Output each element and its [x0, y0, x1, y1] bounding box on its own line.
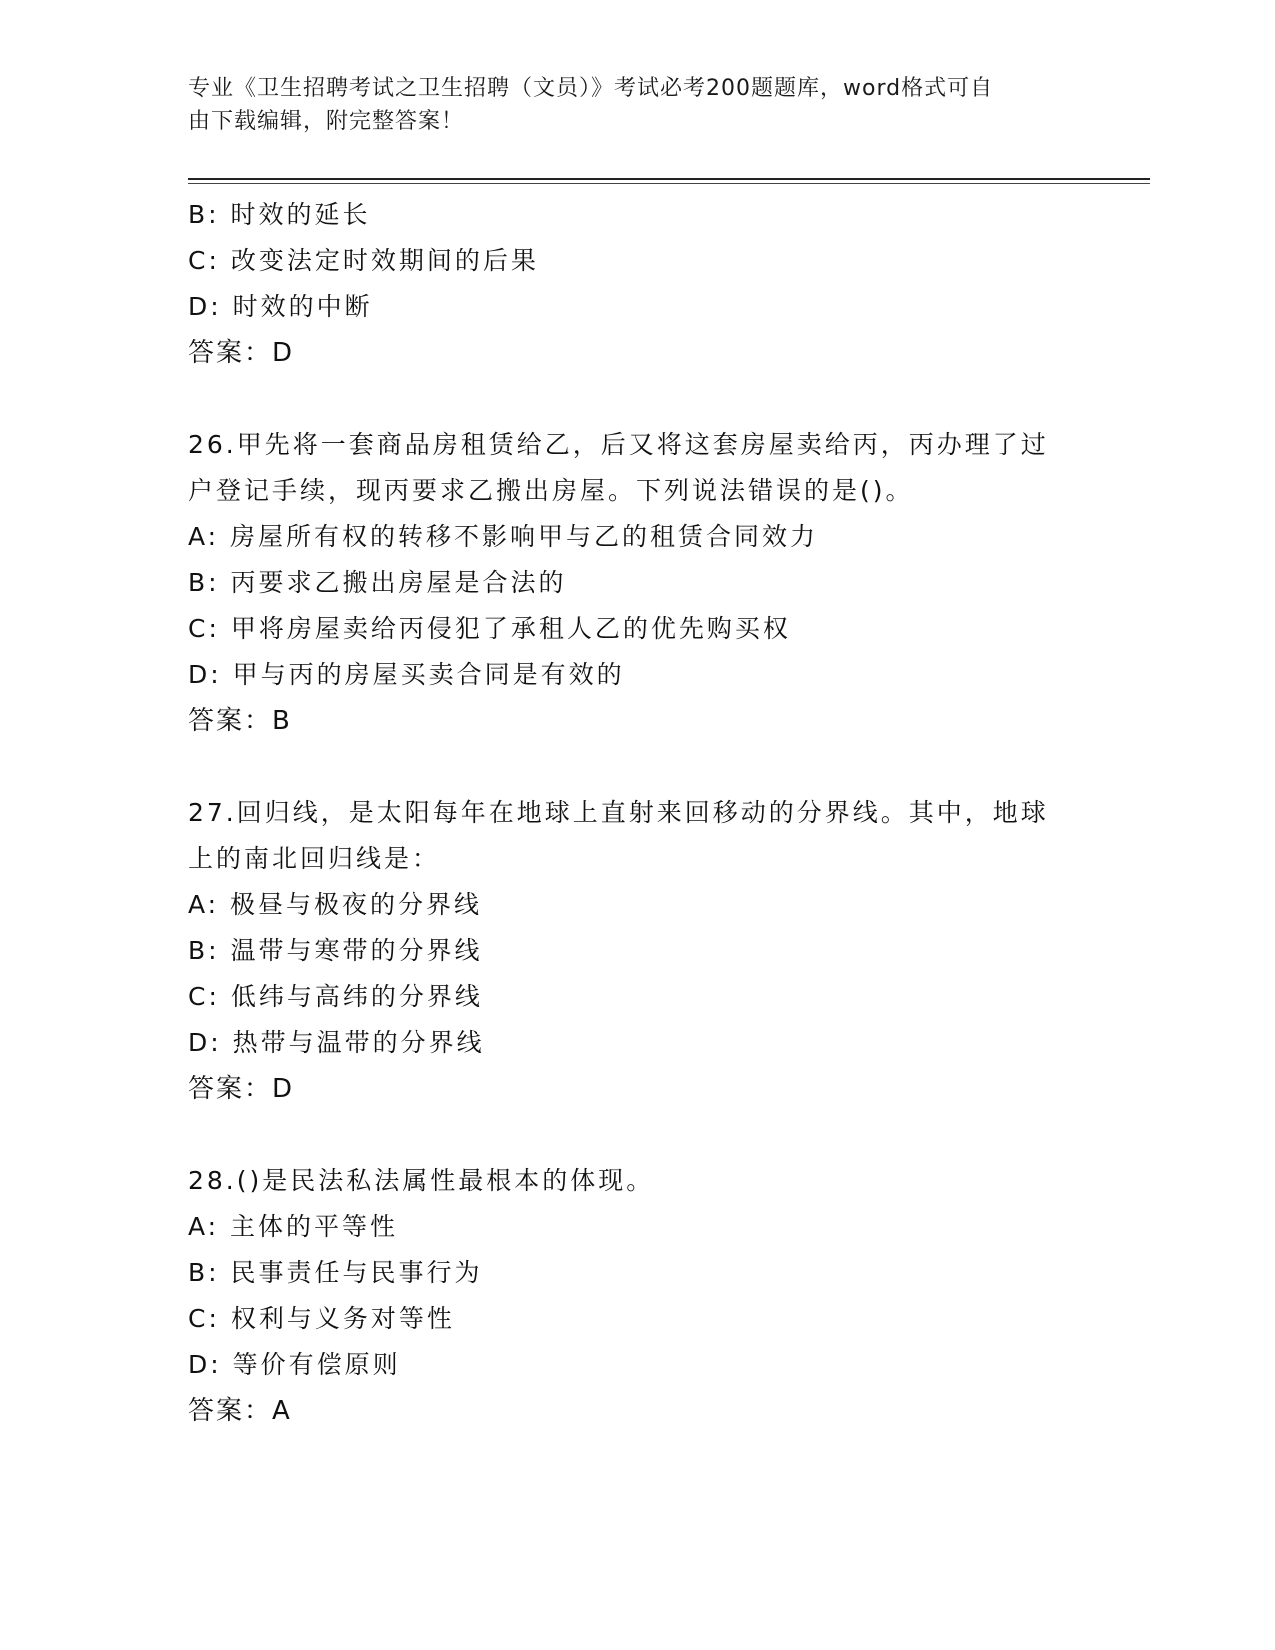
option-c: C: 甲将房屋卖给丙侵犯了承租人乙的优先购买权 [188, 614, 791, 643]
question-26-block [188, 422, 1088, 744]
option-b: B: 民事责任与民事行为 [188, 1258, 483, 1287]
option-c: C: 低纬与高纬的分界线 [188, 982, 483, 1011]
prev-question-block [188, 192, 1088, 376]
option-a: A: 房屋所有权的转移不影响甲与乙的租赁合同效力 [188, 522, 819, 551]
answer-line: 答案：D [188, 338, 295, 368]
option-b: B: 温带与寒带的分界线 [188, 936, 483, 965]
option-d: D: 甲与丙的房屋买卖合同是有效的 [188, 660, 625, 689]
option-d: D: 等价有偿原则 [188, 1350, 401, 1379]
header-line-2: 由下载编辑，附完整答案！ [188, 109, 465, 134]
spacer [188, 744, 1088, 790]
option-a: A: 主体的平等性 [188, 1212, 399, 1241]
question-text-continued: 户登记手续，现丙要求乙搬出房屋。下列说法错误的是()。 [188, 476, 914, 505]
header-divider-thin [188, 183, 1150, 184]
header-divider-thick [188, 178, 1150, 180]
option-d: D: 时效的中断 [188, 292, 373, 321]
spacer [188, 376, 1088, 422]
option-b: B: 时效的延长 [188, 200, 371, 229]
question-text: 26.甲先将一套商品房租赁给乙，后又将这套房屋卖给丙，丙办理了过 [188, 430, 1049, 459]
question-27-block [188, 790, 1088, 1112]
question-text: 28.()是民法私法属性最根本的体现。 [188, 1166, 655, 1195]
option-b: B: 丙要求乙搬出房屋是合法的 [188, 568, 567, 597]
answer-line: 答案：B [188, 706, 292, 736]
answer-line: 答案：A [188, 1396, 292, 1426]
option-d: D: 热带与温带的分界线 [188, 1028, 485, 1057]
option-c: C: 权利与义务对等性 [188, 1304, 455, 1333]
option-a: A: 极昼与极夜的分界线 [188, 890, 483, 919]
question-text-continued: 上的南北回归线是： [188, 844, 441, 873]
question-content [188, 192, 1088, 1434]
answer-line: 答案：D [188, 1074, 295, 1104]
document-header [188, 72, 1088, 138]
spacer [188, 1112, 1088, 1158]
question-text: 27.回归线，是太阳每年在地球上直射来回移动的分界线。其中，地球 [188, 798, 1049, 827]
question-28-block [188, 1158, 1088, 1434]
header-line-1: 专业《卫生招聘考试之卫生招聘（文员）》考试必考200题题库，word格式可自 [188, 76, 994, 101]
option-c: C: 改变法定时效期间的后果 [188, 246, 539, 275]
